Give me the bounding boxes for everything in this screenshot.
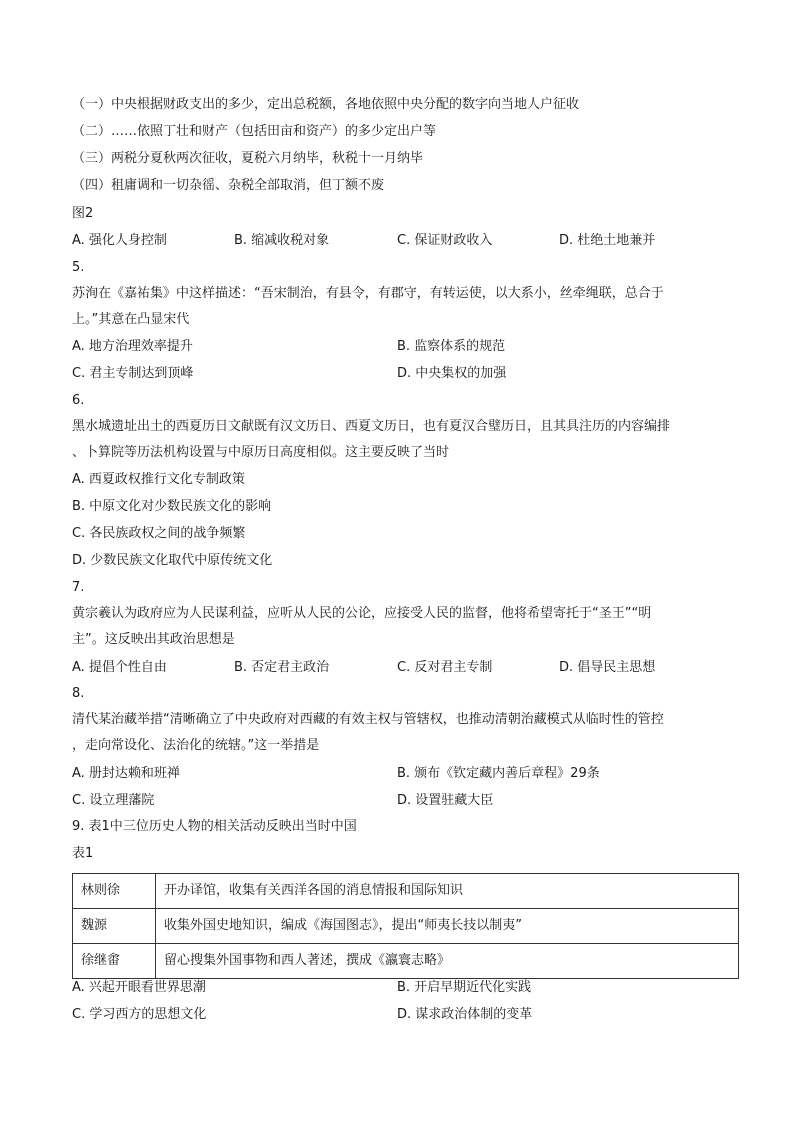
question-stem: ，走向常设化、法治化的统辖。”这一举措是 (72, 738, 320, 753)
option-c: C. 设立理藩院 (72, 793, 155, 808)
text-line: （四）租庸调和一切杂徭、杂税全部取消，但丁额不废 (72, 178, 385, 193)
question-stem: 9. 表1中三位历史人物的相关活动反映出当时中国 (72, 819, 357, 834)
option-b: B. 否定君主政治 (234, 660, 330, 675)
table-row (73, 874, 739, 909)
table-cell-name: 魏源 (73, 909, 156, 944)
question-stem: 黑水城遗址出土的西夏历日文献既有汉文历日、西夏文历日，也有夏汉合璧历日，且其具注历的内容编排 (72, 419, 671, 434)
figure-label: 图2 (72, 206, 94, 221)
question-stem: 上。”其意在凸显宋代 (72, 312, 190, 327)
table-cell-desc: 开办译馆，收集有关西洋各国的消息情报和国际知识 (156, 874, 739, 909)
table-1 (72, 873, 739, 979)
option-c: C. 学习西方的思想文化 (72, 1007, 207, 1022)
question-stem: 黄宗羲认为政府应为人民谋利益，应听从人民的公论，应接受人民的监督，他将希望寄托于“圣王”“明 (72, 606, 652, 621)
option-b: B. 开启早期近代化实践 (397, 980, 532, 995)
text-line: （二）……依照丁壮和财产（包括田亩和资产）的多少定出户等 (72, 124, 437, 139)
table-row (73, 909, 739, 944)
question-number: 7. (72, 580, 85, 595)
question-stem: 、卜算院等历法机构设置与中原历日高度相似。这主要反映了当时 (72, 445, 450, 460)
option-d: D. 设置驻藏大臣 (397, 793, 494, 808)
question-number: 8. (72, 686, 85, 701)
option-b: B. 中原文化对少数民族文化的影响 (72, 499, 272, 514)
table-cell-desc: 收集外国史地知识，编成《海国图志》，提出“师夷长技以制夷” (156, 909, 739, 944)
text-line: （一）中央根据财政支出的多少，定出总税额，各地依照中央分配的数字向当地人户征收 (72, 97, 580, 112)
option-a: A. 地方治理效率提升 (72, 339, 193, 354)
table-label: 表1 (72, 846, 94, 861)
option-d: D. 少数民族文化取代中原传统文化 (72, 553, 273, 568)
question-number: 5. (72, 260, 85, 275)
option-a: A. 西夏政权推行文化专制政策 (72, 472, 245, 487)
table-cell-name: 林则徐 (73, 874, 156, 909)
option-c: C. 各民族政权之间的战争频繁 (72, 526, 246, 541)
option-b: B. 监察体系的规范 (397, 339, 506, 354)
table-row (73, 944, 739, 979)
option-a: A. 提倡个性自由 (72, 660, 167, 675)
option-b: B. 缩减收税对象 (234, 233, 330, 248)
option-a: A. 册封达赖和班禅 (72, 766, 180, 781)
table-cell-desc: 留心搜集外国事物和西人著述，撰成《瀛寰志略》 (156, 944, 739, 979)
question-stem: 清代某治藏举措“清晰确立了中央政府对西藏的有效主权与管辖权，也推动清朝治藏模式从临时性的管控 (72, 712, 664, 727)
question-number: 6. (72, 393, 85, 408)
text-line: （三）两税分夏秋两次征收，夏税六月纳毕，秋税十一月纳毕 (72, 151, 424, 166)
option-d: D. 杜绝土地兼并 (559, 233, 656, 248)
option-c: C. 反对君主专制 (397, 660, 493, 675)
question-stem: 苏洵在《嘉祐集》中这样描述：“吾宋制治，有县令，有郡守，有转运使，以大系小，丝牵绳联，总合于 (72, 286, 664, 301)
option-a: A. 强化人身控制 (72, 233, 167, 248)
option-d: D. 谋求政治体制的变革 (397, 1007, 533, 1022)
table-cell-name: 徐继畬 (73, 944, 156, 979)
option-b: B. 颁布《钦定藏内善后章程》29条 (397, 766, 600, 781)
option-c: C. 君主专制达到顶峰 (72, 366, 194, 381)
option-d: D. 倡导民主思想 (559, 660, 656, 675)
option-a: A. 兴起开眼看世界思潮 (72, 980, 206, 995)
option-d: D. 中央集权的加强 (397, 366, 507, 381)
option-c: C. 保证财政收入 (397, 233, 493, 248)
question-stem: 主”。这反映出其政治思想是 (72, 632, 235, 647)
